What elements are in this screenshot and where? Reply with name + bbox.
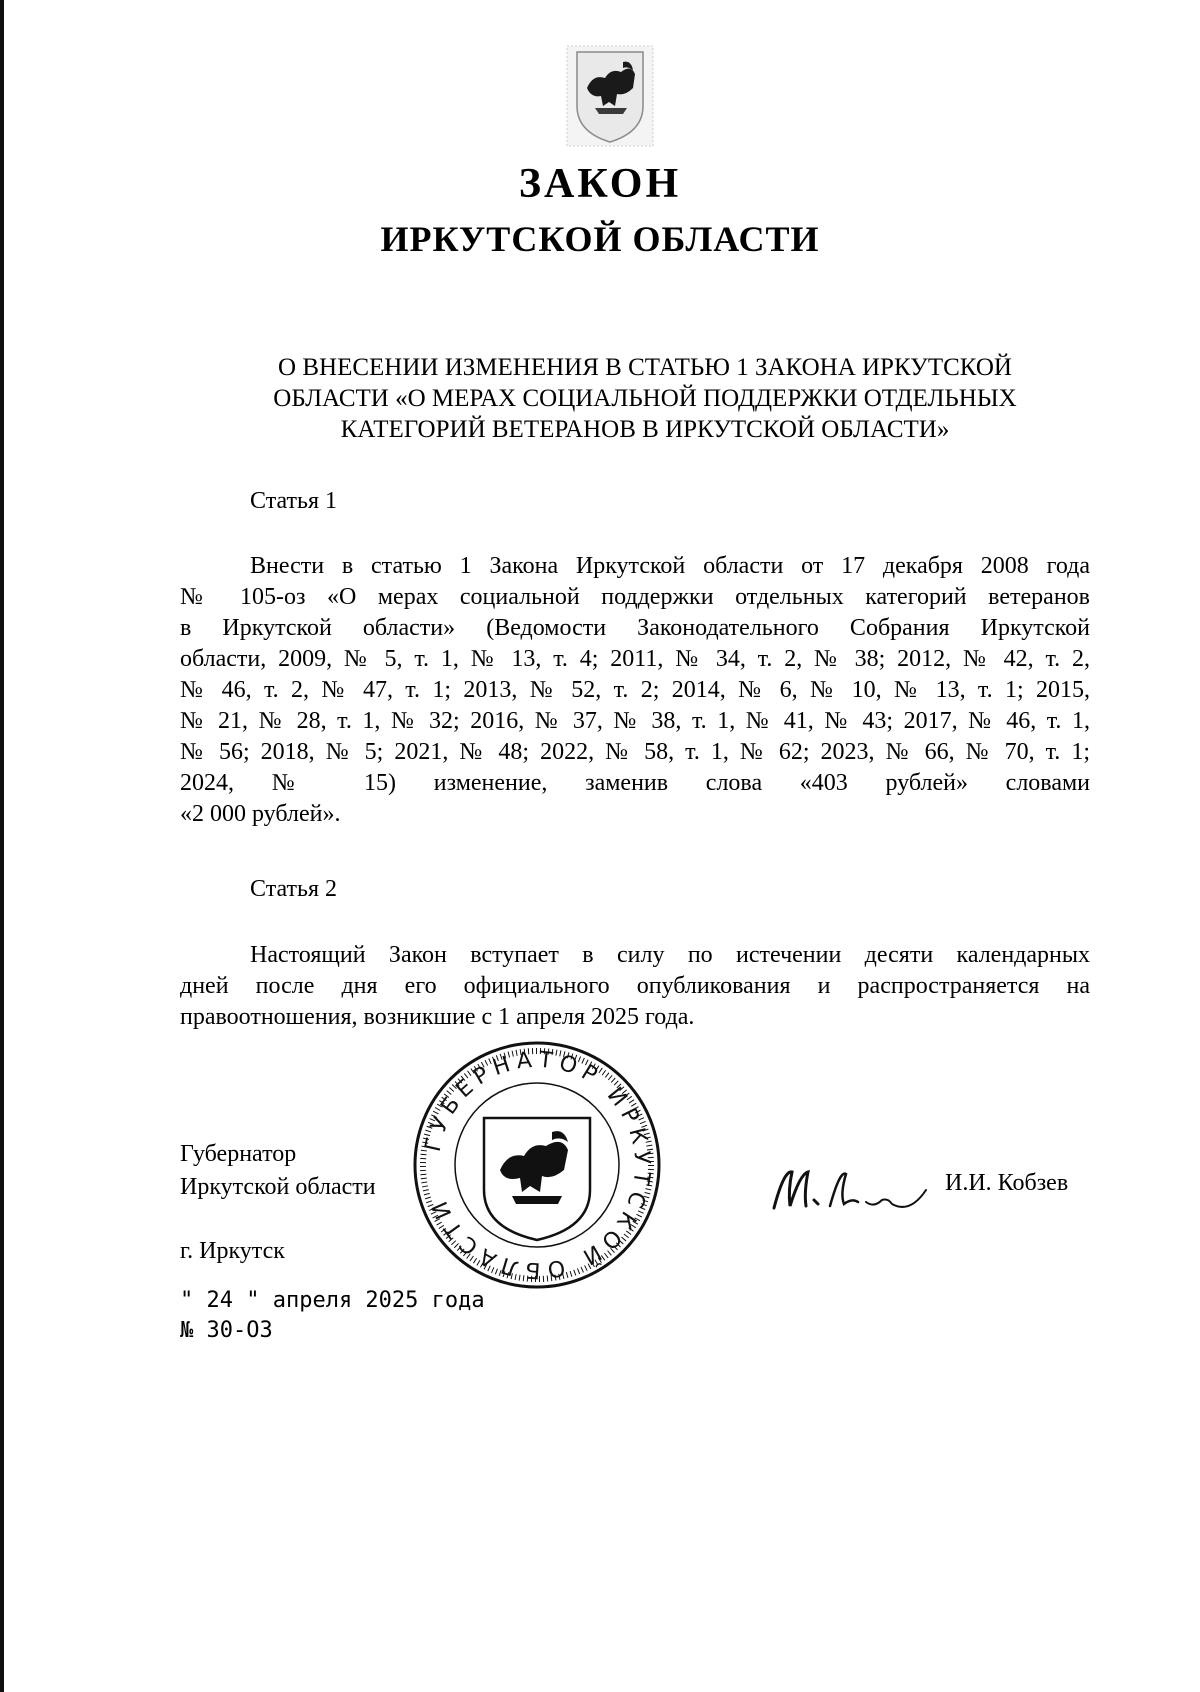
article-1-line: № 21, № 28, т. 1, № 32; 2016, № 37, № 38, т. 1, № 41, № 43; 2017, № 46, т. 1, <box>180 708 1090 734</box>
article-2-text <box>180 940 1090 1033</box>
article-2-line: Настоящий Закон вступает в силу по истечении десяти календарных <box>250 942 1090 968</box>
law-title: ЗАКОН <box>518 161 682 207</box>
article-1-line: Внести в статью 1 Закона Иркутской области от 17 декабря 2008 года <box>250 553 1090 579</box>
article-1-line: № 105-оз «О мерах социальной поддержки отдельных категорий ветеранов <box>180 584 1090 610</box>
law-number: № 30-ОЗ <box>180 1318 273 1343</box>
handwritten-signature <box>770 1150 930 1220</box>
article-1-text <box>180 551 1090 830</box>
official-seal-icon <box>412 1040 662 1290</box>
article-1-line: области, 2009, № 5, т. 1, № 13, т. 4; 2011, № 34, т. 2, № 38; 2012, № 42, т. 2, <box>180 646 1090 672</box>
governor-position-line: Губернатор <box>180 1141 297 1167</box>
article-1-line: 2024, № 15) изменение, заменив слова «403 рублей» словами <box>180 770 1090 796</box>
article-1-heading: Статья 1 <box>250 488 337 514</box>
article-1-line: в Иркутской области» (Ведомости Законодательного Собрания Иркутской <box>180 615 1090 641</box>
signing-date: " 24 " апреля 2025 года <box>180 1288 485 1313</box>
governor-position-line: Иркутской области <box>180 1174 376 1200</box>
subject-line: КАТЕГОРИЙ ВЕТЕРАНОВ В ИРКУТСКОЙ ОБЛАСТИ» <box>340 416 950 443</box>
article-1-line: № 46, т. 2, № 47, т. 1; 2013, № 52, т. 2; 2014, № 6, № 10, № 13, т. 1; 2015, <box>180 677 1090 703</box>
subject-line: ОБЛАСТИ «О МЕРАХ СОЦИАЛЬНОЙ ПОДДЕРЖКИ ОТДЕЛЬНЫХ <box>273 385 1017 412</box>
city-of-signing: г. Иркутск <box>180 1238 285 1264</box>
article-2-heading: Статья 2 <box>250 876 337 902</box>
governor-position <box>180 1138 376 1204</box>
article-1-line: «2 000 рублей». <box>180 801 341 827</box>
law-region-title: ИРКУТСКОЙ ОБЛАСТИ <box>380 219 820 259</box>
seal-text: ГУБЕРНАТОР ИРКУТСКОЙ ОБЛАСТИ <box>420 1047 655 1283</box>
governor-name: И.И. Кобзев <box>945 1170 1069 1196</box>
article-2-line: правоотношения, возникшие с 1 апреля 2025 года. <box>180 1004 695 1030</box>
coat-of-arms-icon <box>565 44 655 148</box>
subject-line: О ВНЕСЕНИИ ИЗМЕНЕНИЯ В СТАТЬЮ 1 ЗАКОНА ИРКУТСКОЙ <box>278 354 1012 381</box>
law-subject <box>180 352 1110 445</box>
article-1-line: № 56; 2018, № 5; 2021, № 48; 2022, № 58, т. 1, № 62; 2023, № 66, № 70, т. 1; <box>180 739 1090 765</box>
article-2-line: дней после дня его официального опубликования и распространяется на <box>180 973 1090 999</box>
